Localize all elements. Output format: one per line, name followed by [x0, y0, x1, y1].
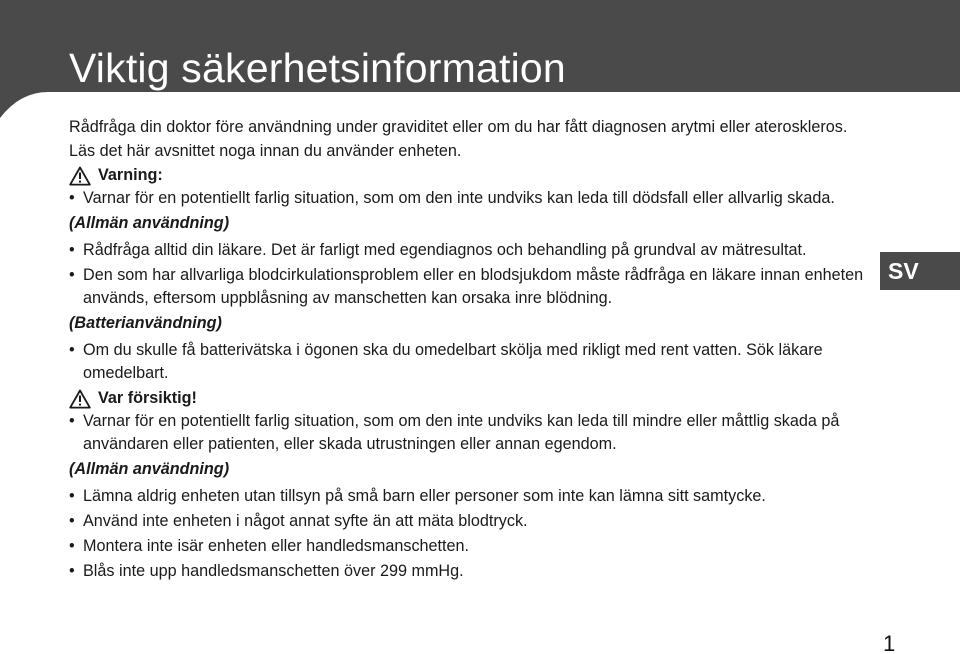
bullet-dot: •	[69, 189, 75, 207]
caution-heading-label: Var försiktig!	[98, 389, 197, 407]
intro-paragraph-1: Rådfråga din doktor före användning under graviditet eller om du har fått diagnosen arytmi eller ateroskleros.	[69, 118, 848, 136]
bullet-dot: •	[69, 266, 75, 284]
list-item	[69, 560, 869, 583]
list-item	[69, 239, 869, 262]
list-item-text: Blås inte upp handledsmanschetten över 299 mmHg.	[83, 562, 464, 580]
list-item	[69, 410, 869, 456]
main-content	[69, 116, 869, 585]
warning-triangle-icon	[69, 389, 91, 409]
warning-triangle-icon	[69, 166, 91, 186]
list-item	[69, 339, 869, 385]
list-item	[69, 535, 869, 558]
section-label-general-use-caution: (Allmän användning)	[69, 460, 230, 478]
warning-bullet-list	[69, 187, 869, 210]
bullet-dot: •	[69, 512, 75, 530]
page-title: Viktig säkerhetsinformation	[69, 45, 566, 91]
caution-heading	[69, 387, 869, 410]
caution-general-use-bullet-list	[69, 485, 869, 583]
general-use-bullet-list	[69, 239, 869, 310]
section-label-battery-use: (Batterianvändning)	[69, 314, 222, 332]
list-item-text: Rådfråga alltid din läkare. Det är farligt med egendiagnos och behandling på grundval av mätresultat.	[83, 241, 807, 259]
caution-bullet-list	[69, 410, 869, 456]
list-item-text: Om du skulle få batterivätska i ögonen ska du omedelbart skölja med rikligt med rent vatten. Sök läkare omedelbart.	[83, 341, 823, 382]
list-item-text: Varnar för en potentiellt farlig situation, som om den inte undviks kan leda till mindre eller måttlig skada på användaren eller patienten, eller skada utrustningen eller annan egendom.	[83, 412, 840, 453]
bullet-dot: •	[69, 537, 75, 555]
list-item-text: Använd inte enheten i något annat syfte än att mäta blodtryck.	[83, 512, 528, 530]
list-item-text: Varnar för en potentiellt farlig situation, som om den inte undviks kan leda till dödsfall eller allvarlig skada.	[83, 189, 835, 207]
language-tab: SV	[880, 252, 960, 290]
bullet-dot: •	[69, 241, 75, 259]
bullet-dot: •	[69, 562, 75, 580]
bullet-dot: •	[69, 487, 75, 505]
list-item	[69, 510, 869, 533]
intro-paragraph-2: Läs det här avsnittet noga innan du använder enheten.	[69, 142, 462, 160]
list-item	[69, 187, 869, 210]
warning-heading	[69, 164, 869, 187]
warning-heading-label: Varning:	[98, 166, 163, 184]
list-item	[69, 264, 869, 310]
list-item-text: Montera inte isär enheten eller handledsmanschetten.	[83, 537, 470, 555]
battery-use-bullet-list	[69, 339, 869, 385]
bullet-dot: •	[69, 412, 75, 430]
list-item-text: Lämna aldrig enheten utan tillsyn på små barn eller personer som inte kan lämna sitt samtycke.	[83, 487, 766, 505]
page-number: 1	[883, 631, 896, 654]
list-item	[69, 485, 869, 508]
list-item-text: Den som har allvarliga blodcirkulationsproblem eller en blodsjukdom måste rådfråga en läkare innan enheten används, eftersom uppblåsning av manschetten kan orsaka inre blödning.	[83, 266, 864, 307]
section-label-general-use: (Allmän användning)	[69, 214, 230, 232]
bullet-dot: •	[69, 341, 75, 359]
